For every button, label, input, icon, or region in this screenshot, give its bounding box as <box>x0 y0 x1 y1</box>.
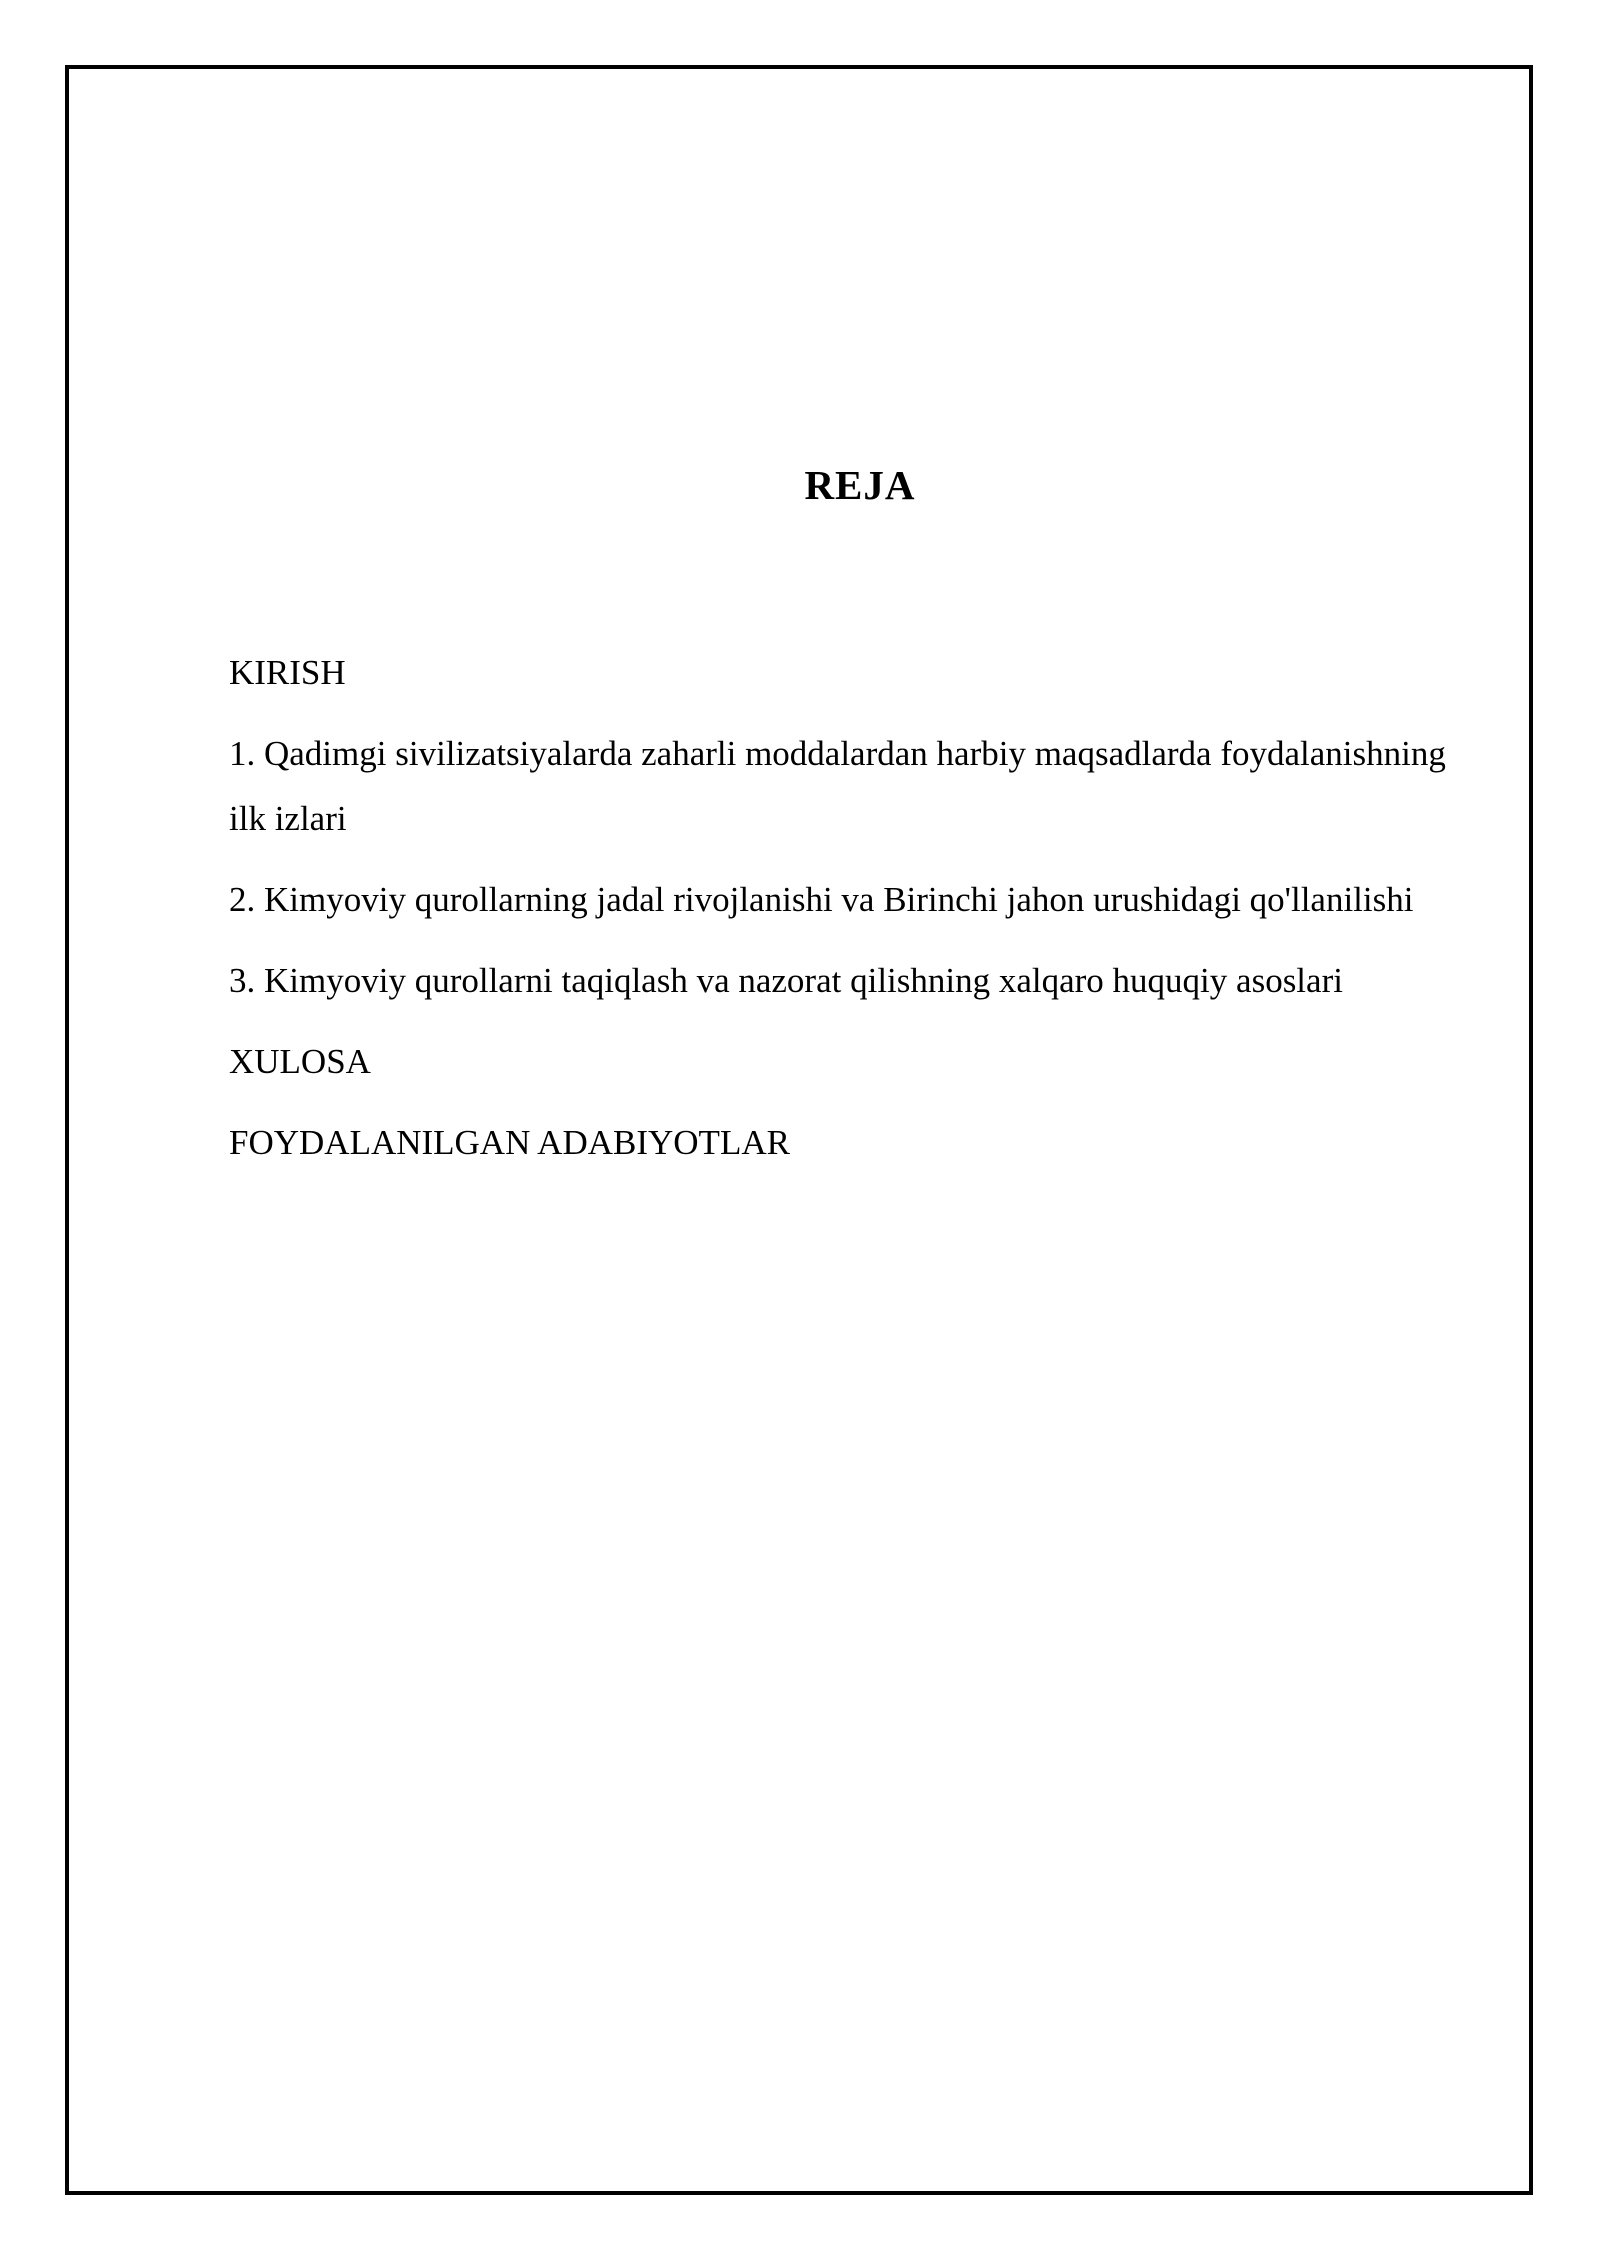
toc-item-chapter-3: 3. Kimyoviy qurollarni taqiqlash va nazorat qilishning xalqaro huquqiy asoslari <box>229 961 1343 1000</box>
toc-item-introduction: KIRISH <box>229 653 346 692</box>
page-title: REJA <box>804 462 916 508</box>
toc-item-references: FOYDALANILGAN ADABIYOTLAR <box>229 1123 790 1162</box>
toc-item-chapter-1: 1. Qadimgi sivilizatsiyalarda zaharli moddalardan harbiy maqsadlarda foydalanishning ilk izlari <box>229 734 1446 838</box>
toc-item-chapter-2: 2. Kimyoviy qurollarning jadal rivojlanishi va Birinchi jahon urushidagi qo'llanilishi <box>229 880 1414 919</box>
toc-item-conclusion: XULOSA <box>229 1042 371 1081</box>
table-of-contents <box>229 640 1469 1191</box>
